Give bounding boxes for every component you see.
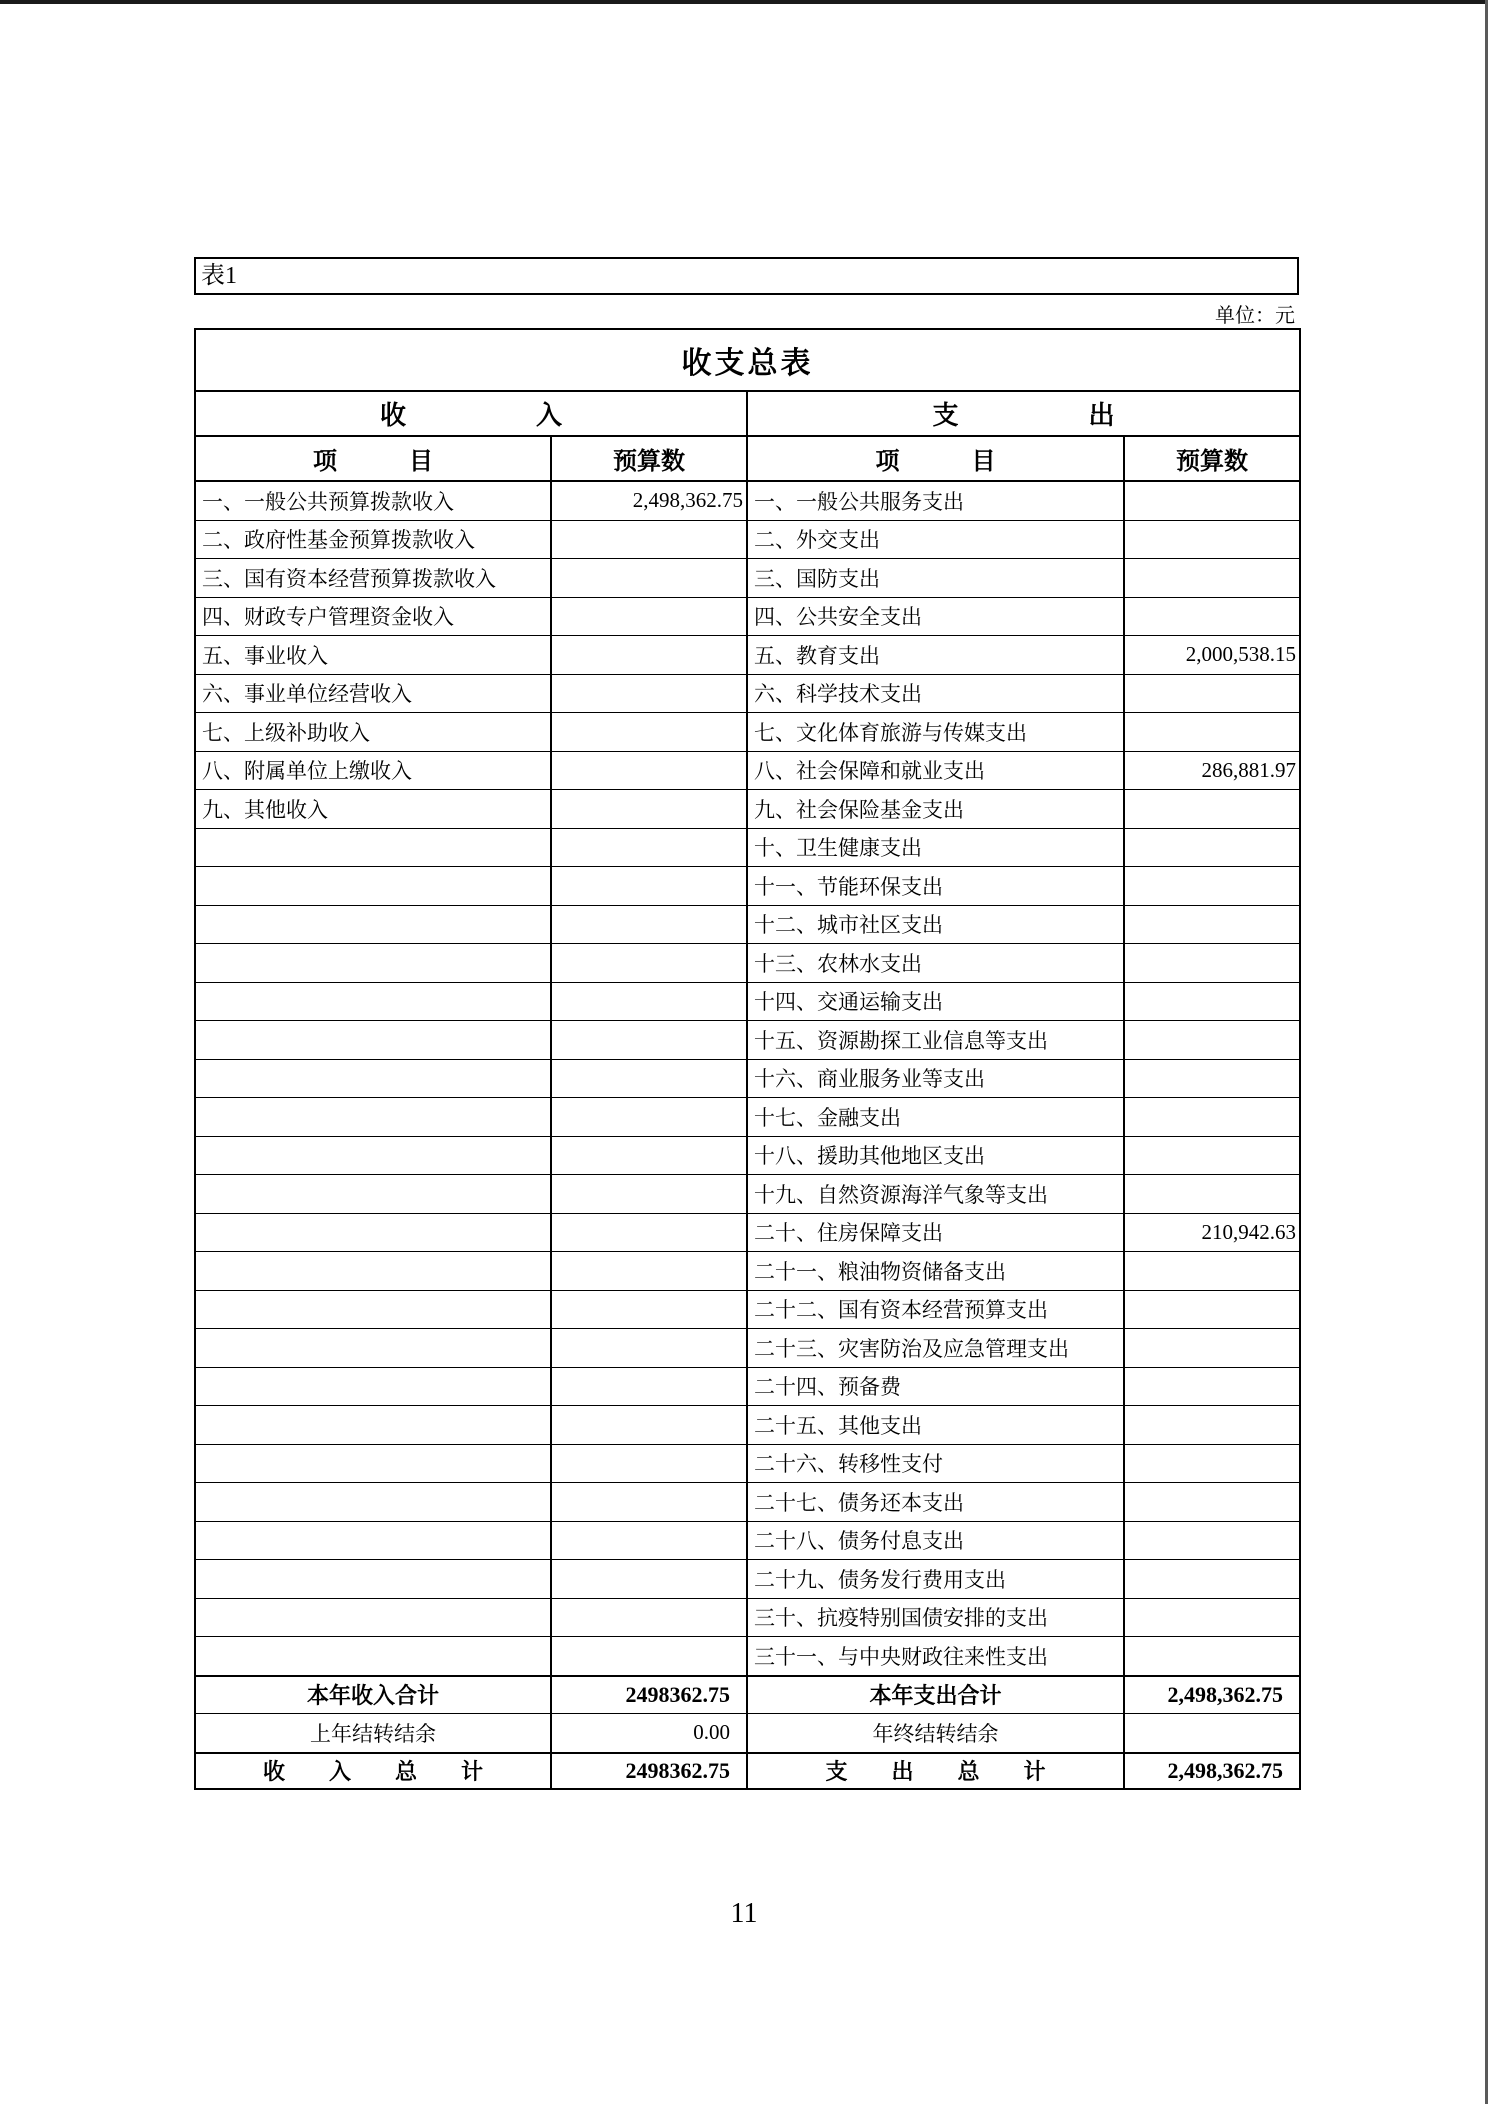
- table-row: [195, 1021, 1300, 1060]
- income-budget-cell: [551, 1406, 747, 1445]
- expense-budget-cell: [1124, 520, 1300, 559]
- income-item-cell: [195, 982, 551, 1021]
- expense-budget-cell: [1124, 1290, 1300, 1329]
- expense-budget-cell: [1124, 1136, 1300, 1175]
- expense-item-cell: 三、国防支出: [747, 559, 1124, 598]
- income-item-cell: [195, 1444, 551, 1483]
- table-row: [195, 982, 1300, 1021]
- expense-budget-cell: [1124, 559, 1300, 598]
- table-row: [195, 1059, 1300, 1098]
- carryover-row: [195, 1713, 1300, 1753]
- income-item-cell: 一、一般公共预算拨款收入: [195, 481, 551, 520]
- income-budget-cell: [551, 1213, 747, 1252]
- income-budget-cell: [551, 1098, 747, 1137]
- table-row: [195, 1098, 1300, 1137]
- table-row: [195, 1213, 1300, 1252]
- grand-total-row: [195, 1753, 1300, 1789]
- income-item-cell: 七、上级补助收入: [195, 713, 551, 752]
- expense-item-cell: 二十五、其他支出: [747, 1406, 1124, 1445]
- income-item-cell: [195, 1560, 551, 1599]
- income-item-cell: [195, 1483, 551, 1522]
- income-budget-cell: [551, 713, 747, 752]
- income-budget-cell: [551, 1444, 747, 1483]
- income-item-cell: [195, 1252, 551, 1291]
- expense-budget-cell: [1124, 1598, 1300, 1637]
- income-budget-cell: [551, 1367, 747, 1406]
- income-item-cell: [195, 828, 551, 867]
- section-header-row: [195, 391, 1300, 436]
- income-budget-cell: [551, 1329, 747, 1368]
- expense-total-value: 2,498,362.75: [1124, 1676, 1300, 1714]
- expense-item-cell: 十四、交通运输支出: [747, 982, 1124, 1021]
- expense-budget-cell: [1124, 790, 1300, 829]
- expense-item-cell: 六、科学技术支出: [747, 674, 1124, 713]
- expense-budget-cell: [1124, 1637, 1300, 1676]
- table-row: [195, 1637, 1300, 1676]
- table-row: [195, 1367, 1300, 1406]
- expense-item-cell: 二十二、国有资本经营预算支出: [747, 1290, 1124, 1329]
- expense-budget-cell: [1124, 1175, 1300, 1214]
- income-budget-cell: [551, 1059, 747, 1098]
- income-item-cell: [195, 1598, 551, 1637]
- expense-item-column-header: 项 目: [747, 436, 1124, 481]
- budget-summary-table: [194, 328, 1301, 1790]
- expense-item-cell: 二十四、预备费: [747, 1367, 1124, 1406]
- expense-budget-cell: [1124, 1059, 1300, 1098]
- expense-budget-cell: [1124, 1329, 1300, 1368]
- income-item-cell: 五、事业收入: [195, 636, 551, 675]
- income-item-cell: [195, 944, 551, 983]
- yearend-carryover-label: 年终结转结余: [747, 1713, 1124, 1753]
- page-number: 11: [730, 1898, 758, 1929]
- expense-section-header: 支 出: [747, 391, 1300, 436]
- income-item-cell: [195, 1367, 551, 1406]
- table-row: [195, 1444, 1300, 1483]
- table-row: [195, 1290, 1300, 1329]
- expense-item-cell: 二十六、转移性支付: [747, 1444, 1124, 1483]
- table-row: [195, 597, 1300, 636]
- income-budget-cell: [551, 944, 747, 983]
- income-budget-cell: [551, 559, 747, 598]
- income-budget-cell: [551, 982, 747, 1021]
- income-item-cell: 二、政府性基金预算拨款收入: [195, 520, 551, 559]
- table-row: [195, 1406, 1300, 1445]
- table-row: [195, 1521, 1300, 1560]
- expense-budget-cell: [1124, 1444, 1300, 1483]
- expense-item-cell: 十六、商业服务业等支出: [747, 1059, 1124, 1098]
- income-budget-cell: 2,498,362.75: [551, 481, 747, 520]
- expense-budget-cell: [1124, 674, 1300, 713]
- expense-budget-cell: [1124, 1098, 1300, 1137]
- income-budget-cell: [551, 597, 747, 636]
- income-total-label: 本年收入合计: [195, 1676, 551, 1714]
- income-budget-cell: [551, 905, 747, 944]
- table-title-row: [195, 329, 1300, 391]
- expense-item-cell: 八、社会保障和就业支出: [747, 751, 1124, 790]
- income-item-cell: [195, 1021, 551, 1060]
- yearend-carryover-value: [1124, 1713, 1300, 1753]
- expense-item-cell: 九、社会保险基金支出: [747, 790, 1124, 829]
- expense-item-cell: 四、公共安全支出: [747, 597, 1124, 636]
- table-row: [195, 905, 1300, 944]
- expense-grand-total-label: 支 出 总 计: [747, 1753, 1124, 1789]
- table-row: [195, 1329, 1300, 1368]
- income-budget-cell: [551, 1290, 747, 1329]
- income-item-cell: [195, 1213, 551, 1252]
- table-row: [195, 828, 1300, 867]
- income-item-cell: 六、事业单位经营收入: [195, 674, 551, 713]
- expense-item-cell: 二十一、粮油物资储备支出: [747, 1252, 1124, 1291]
- income-budget-cell: [551, 828, 747, 867]
- table-row: [195, 559, 1300, 598]
- expense-item-cell: 十五、资源勘探工业信息等支出: [747, 1021, 1124, 1060]
- table-row: [195, 674, 1300, 713]
- expense-budget-cell: 210,942.63: [1124, 1213, 1300, 1252]
- expense-item-cell: 二十、住房保障支出: [747, 1213, 1124, 1252]
- expense-item-cell: 七、文化体育旅游与传媒支出: [747, 713, 1124, 752]
- table-row: [195, 1598, 1300, 1637]
- expense-item-cell: 十九、自然资源海洋气象等支出: [747, 1175, 1124, 1214]
- expense-budget-cell: [1124, 1560, 1300, 1599]
- table-row: [195, 944, 1300, 983]
- expense-item-cell: 十二、城市社区支出: [747, 905, 1124, 944]
- carryover-value: 0.00: [551, 1713, 747, 1753]
- expense-item-cell: 十七、金融支出: [747, 1098, 1124, 1137]
- income-budget-cell: [551, 674, 747, 713]
- income-item-cell: [195, 1521, 551, 1560]
- annual-total-row: [195, 1676, 1300, 1714]
- column-header-row: [195, 436, 1300, 481]
- table-row: [195, 751, 1300, 790]
- income-budget-cell: [551, 520, 747, 559]
- income-total-value: 2498362.75: [551, 1676, 747, 1714]
- table-title: 收支总表: [195, 329, 1300, 391]
- income-budget-cell: [551, 1560, 747, 1599]
- expense-budget-cell: [1124, 713, 1300, 752]
- expense-budget-column-header: 预算数: [1124, 436, 1300, 481]
- expense-item-cell: 十八、援助其他地区支出: [747, 1136, 1124, 1175]
- income-item-cell: [195, 1059, 551, 1098]
- income-budget-cell: [551, 636, 747, 675]
- expense-total-label: 本年支出合计: [747, 1676, 1124, 1714]
- table-row: [195, 713, 1300, 752]
- table-body: [195, 481, 1300, 1676]
- expense-item-cell: 二、外交支出: [747, 520, 1124, 559]
- table-row: [195, 1483, 1300, 1522]
- income-item-cell: [195, 867, 551, 906]
- income-grand-total-value: 2498362.75: [551, 1753, 747, 1789]
- expense-budget-cell: [1124, 867, 1300, 906]
- expense-budget-cell: 2,000,538.15: [1124, 636, 1300, 675]
- expense-item-cell: 十三、农林水支出: [747, 944, 1124, 983]
- income-item-cell: [195, 1329, 551, 1368]
- expense-budget-cell: 286,881.97: [1124, 751, 1300, 790]
- table-row: [195, 867, 1300, 906]
- income-budget-cell: [551, 1483, 747, 1522]
- expense-budget-cell: [1124, 1406, 1300, 1445]
- page-edge-top: [0, 0, 1488, 4]
- expense-budget-cell: [1124, 597, 1300, 636]
- income-budget-column-header: 预算数: [551, 436, 747, 481]
- table-row: [195, 1136, 1300, 1175]
- income-grand-total-label: 收 入 总 计: [195, 1753, 551, 1789]
- income-item-cell: 四、财政专户管理资金收入: [195, 597, 551, 636]
- table-tag: 表1: [201, 263, 237, 289]
- expense-budget-cell: [1124, 828, 1300, 867]
- income-budget-cell: [551, 790, 747, 829]
- expense-grand-total-value: 2,498,362.75: [1124, 1753, 1300, 1789]
- income-budget-cell: [551, 1637, 747, 1676]
- income-budget-cell: [551, 1598, 747, 1637]
- income-item-cell: 三、国有资本经营预算拨款收入: [195, 559, 551, 598]
- expense-item-cell: 十、卫生健康支出: [747, 828, 1124, 867]
- income-budget-cell: [551, 1175, 747, 1214]
- expense-item-cell: 二十八、债务付息支出: [747, 1521, 1124, 1560]
- expense-item-cell: 一、一般公共服务支出: [747, 481, 1124, 520]
- income-item-cell: [195, 1098, 551, 1137]
- expense-item-cell: 二十九、债务发行费用支出: [747, 1560, 1124, 1599]
- income-item-cell: [195, 905, 551, 944]
- expense-budget-cell: [1124, 905, 1300, 944]
- unit-note: 单位：元: [1215, 305, 1295, 327]
- expense-item-cell: 三十一、与中央财政往来性支出: [747, 1637, 1124, 1676]
- expense-item-cell: 三十、抗疫特别国债安排的支出: [747, 1598, 1124, 1637]
- income-item-cell: [195, 1406, 551, 1445]
- table-tag-box: [194, 257, 1299, 295]
- income-item-cell: [195, 1175, 551, 1214]
- expense-budget-cell: [1124, 944, 1300, 983]
- income-budget-cell: [551, 1021, 747, 1060]
- income-item-cell: [195, 1637, 551, 1676]
- income-section-header: 收 入: [195, 391, 747, 436]
- carryover-label: 上年结转结余: [195, 1713, 551, 1753]
- expense-budget-cell: [1124, 1367, 1300, 1406]
- table-row: [195, 790, 1300, 829]
- income-item-cell: [195, 1290, 551, 1329]
- income-budget-cell: [551, 1252, 747, 1291]
- income-budget-cell: [551, 751, 747, 790]
- table-row: [195, 1175, 1300, 1214]
- income-item-column-header: 项 目: [195, 436, 551, 481]
- table-row: [195, 1560, 1300, 1599]
- income-budget-cell: [551, 1136, 747, 1175]
- table-row: [195, 1252, 1300, 1291]
- table-row: [195, 520, 1300, 559]
- expense-budget-cell: [1124, 982, 1300, 1021]
- table-row: [195, 481, 1300, 520]
- income-item-cell: 八、附属单位上缴收入: [195, 751, 551, 790]
- expense-item-cell: 十一、节能环保支出: [747, 867, 1124, 906]
- income-item-cell: [195, 1136, 551, 1175]
- expense-item-cell: 二十七、债务还本支出: [747, 1483, 1124, 1522]
- table-row: [195, 636, 1300, 675]
- expense-budget-cell: [1124, 1483, 1300, 1522]
- expense-budget-cell: [1124, 1521, 1300, 1560]
- expense-budget-cell: [1124, 1252, 1300, 1291]
- expense-item-cell: 二十三、灾害防治及应急管理支出: [747, 1329, 1124, 1368]
- expense-budget-cell: [1124, 481, 1300, 520]
- expense-item-cell: 五、教育支出: [747, 636, 1124, 675]
- income-budget-cell: [551, 1521, 747, 1560]
- income-item-cell: 九、其他收入: [195, 790, 551, 829]
- income-budget-cell: [551, 867, 747, 906]
- expense-budget-cell: [1124, 1021, 1300, 1060]
